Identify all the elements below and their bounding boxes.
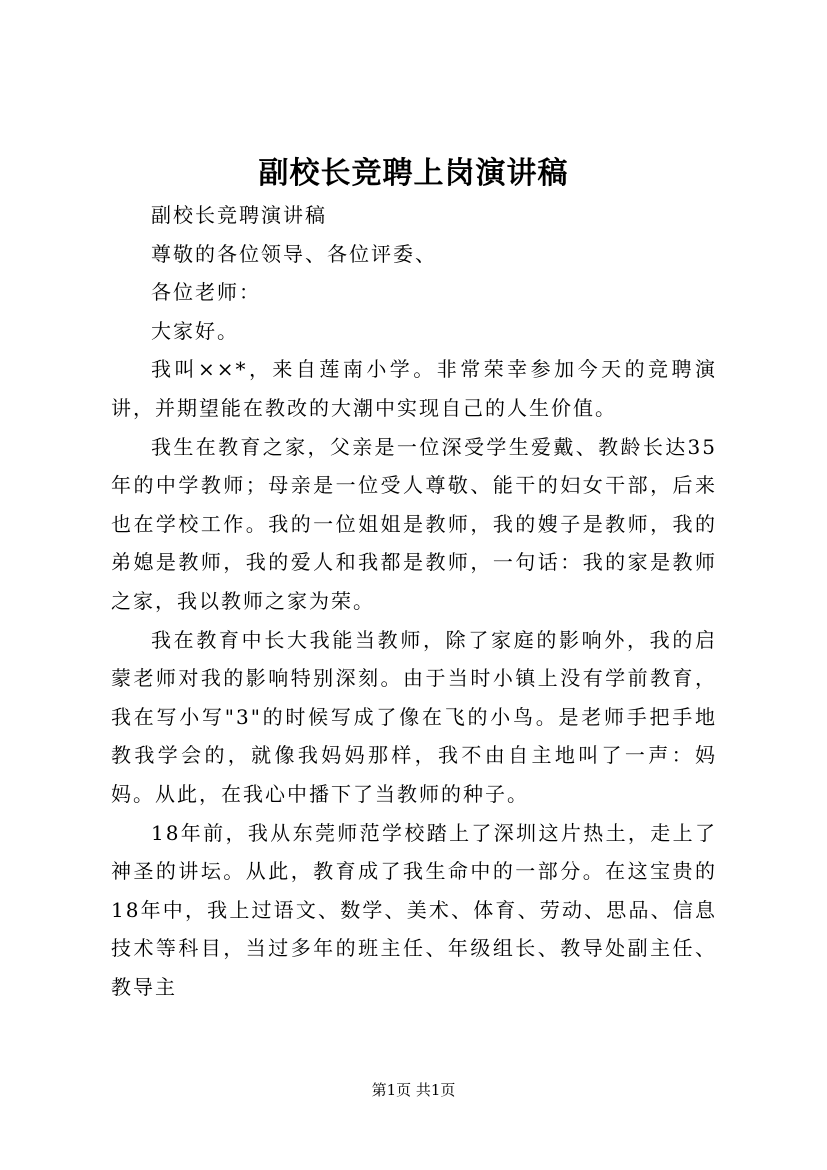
paragraph: 我生在教育之家，父亲是一位深受学生爱戴、教龄长达35年的中学教师；母亲是一位受人尊敬、能干的妇女干部，后来也在学校工作。我的一位姐姐是教师，我的嫂子是教师，我的弟媳是教师，我的爱人和我都是教师，一句话：我的家是教师之家，我以教师之家为荣。 bbox=[111, 434, 717, 613]
document-title: 副校长竞聘上岗演讲稿 bbox=[258, 156, 569, 191]
document-body bbox=[111, 196, 717, 1006]
paragraph: 各位老师： bbox=[151, 280, 261, 305]
paragraph: 我叫××*，来自莲南小学。非常荣幸参加今天的竞聘演讲，并期望能在教改的大潮中实现自己的人生价值。 bbox=[111, 357, 717, 420]
paragraph: 我在教育中长大我能当教师，除了家庭的影响外，我的启蒙老师对我的影响特别深刻。由于当时小镇上没有学前教育，我在写小写"3"的时候写成了像在飞的小鸟。是老师手把手地教我学会的，就像我妈妈那样，我不由自主地叫了一声：妈妈。从此，在我心中播下了当教师的种子。 bbox=[111, 627, 717, 806]
page-footer: 第1页 共1页 bbox=[371, 1081, 456, 1099]
paragraph: 尊敬的各位领导、各位评委、 bbox=[151, 241, 437, 266]
paragraph: 18年前，我从东莞师范学校踏上了深圳这片热土，走上了神圣的讲坛。从此，教育成了我生命中的一部分。在这宝贵的18年中，我上过语文、数学、美术、体育、劳动、思品、信息技术等科目，当过多年的班主任、年级组长、教导处副主任、教导主 bbox=[111, 820, 717, 999]
paragraph: 大家好。 bbox=[151, 318, 239, 343]
paragraph: 副校长竞聘演讲稿 bbox=[151, 203, 327, 227]
